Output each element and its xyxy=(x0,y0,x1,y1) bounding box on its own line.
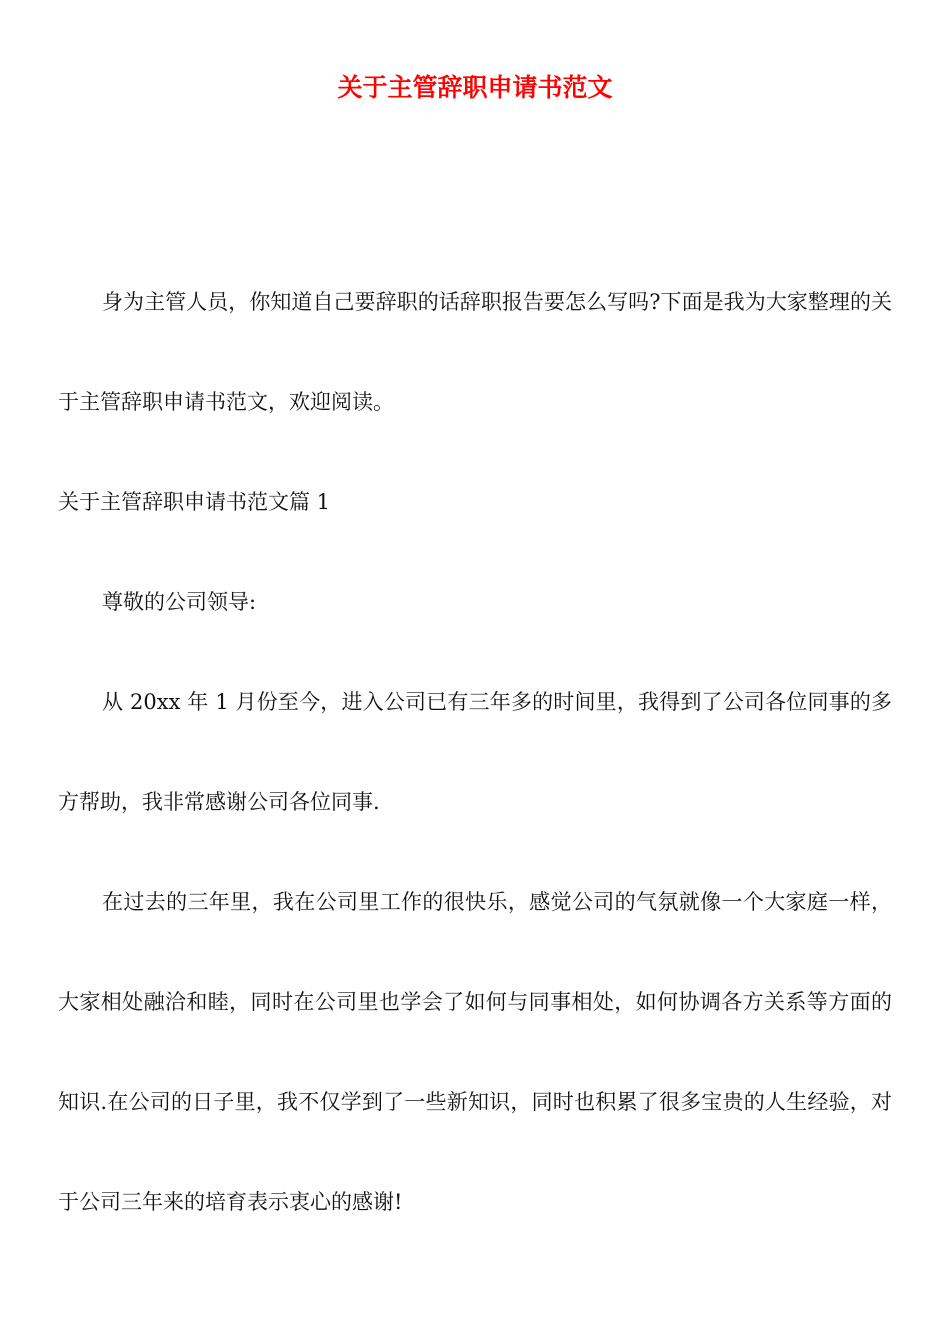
body-paragraph-1: 从 20xx 年 1 月份至今，进入公司已有三年多的时间里，我得到了公司各位同事的多方帮助，我非常感谢公司各位同事. xyxy=(58,690,892,814)
body-paragraph-2: 在过去的三年里，我在公司里工作的很快乐，感觉公司的气氛就像一个大家庭一样，大家相处融洽和睦，同时在公司里也学会了如何与同事相处，如何协调各方关系等方面的知识.在公司的日子里，我不仅学到了一些新知识，同时也积累了很多宝贵的人生经验，对于公司三年来的培育表示衷心的感谢! xyxy=(58,890,892,1214)
section-heading: 关于主管辞职申请书范文篇 1 xyxy=(58,490,331,514)
intro-paragraph: 身为主管人员，你知道自己要辞职的话辞职报告要怎么写吗?下面是我为大家整理的关于主管辞职申请书范文，欢迎阅读。 xyxy=(58,290,892,414)
document-title: 关于主管辞职申请书范文 xyxy=(337,73,613,102)
document-body xyxy=(58,252,892,1252)
salutation: 尊敬的公司领导: xyxy=(102,590,257,614)
